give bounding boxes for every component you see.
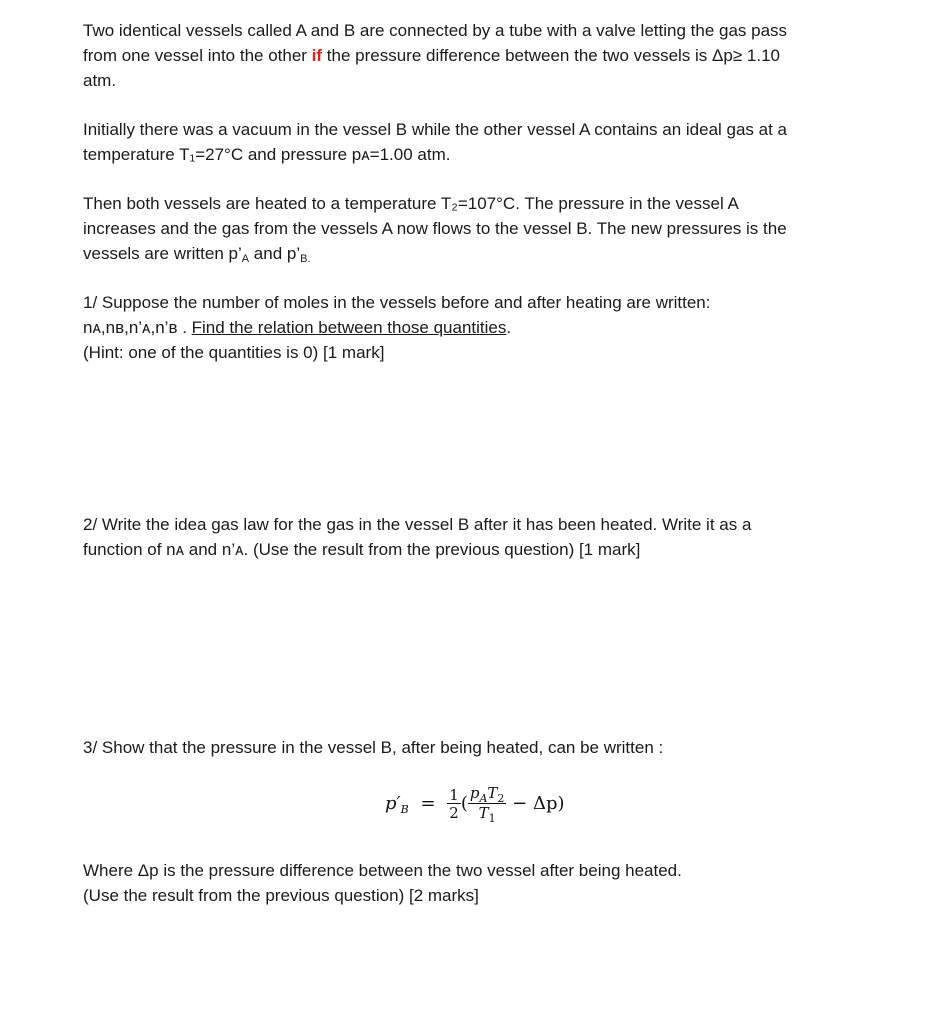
formula-lhs-sub: B — [400, 803, 409, 816]
q1-hint: (Hint: one of the quantities is 0) [1 mark] — [83, 343, 385, 362]
half-denominator: 2 — [449, 804, 459, 822]
fraction-half — [447, 787, 461, 821]
initial-conditions-paragraph — [83, 117, 863, 167]
subscript-a: A — [241, 253, 250, 265]
num-t: T — [487, 784, 498, 802]
num-t-sub: 2 — [497, 792, 505, 805]
intro-paragraph — [83, 18, 863, 93]
intro-line-3: atm. — [83, 71, 117, 90]
half-numerator: 1 — [449, 786, 459, 804]
intro-line-2-start: from one vessel into the other — [83, 46, 312, 65]
q2-line-2: function of nᴀ and n’ᴀ. (Use the result from the previous question) [1 mark] — [83, 540, 641, 559]
num-p-sub: A — [479, 792, 488, 805]
pressure-formula — [385, 785, 565, 823]
q3-where-line-1: Where Δp is the pressure difference between the two vessel after being heated. — [83, 861, 682, 880]
question-3 — [83, 735, 863, 760]
den-t-sub: 1 — [488, 812, 496, 825]
q1-task-underlined: Find the relation between those quantities — [191, 318, 507, 337]
formula-lhs: p′ — [385, 793, 401, 814]
heating-paragraph — [83, 191, 863, 269]
den-t: T — [478, 804, 489, 822]
q3-where-line-2: (Use the result from the previous question) [2 marks] — [83, 886, 479, 905]
if-highlight: if — [311, 46, 323, 65]
formula-equals: = — [420, 793, 436, 814]
heating-line-2: increases and the gas from the vessels A now flows to the vessel B. The new pressures is the — [83, 219, 787, 238]
heating-line-3: vessels are written p’ — [83, 244, 242, 263]
question-3-notes — [83, 858, 863, 908]
heating-line-3-mid: and p’ — [249, 244, 301, 263]
initial-line-1: Initially there was a vacuum in the vessel B while the other vessel A contains an ideal gas at a — [83, 120, 788, 139]
formula-open-paren: ( — [460, 793, 468, 814]
initial-line-2: temperature T₁=27°C and pressure pᴀ=1.00 atm. — [83, 145, 451, 164]
question-2 — [83, 512, 863, 562]
formula-minus-term: − Δp) — [506, 793, 565, 814]
heating-line-1: Then both vessels are heated to a temperature T₂=107°C. The pressure in the vessel A — [83, 194, 739, 213]
q1-variables: nᴀ,nʙ,n’ᴀ,n’ʙ . — [83, 318, 192, 337]
question-1 — [83, 290, 863, 365]
q3-line-1: 3/ Show that the pressure in the vessel B, after being heated, can be written : — [83, 738, 664, 757]
subscript-b: B. — [300, 253, 311, 265]
q1-line-1: 1/ Suppose the number of moles in the vessels before and after heating are written: — [83, 293, 711, 312]
q2-line-1: 2/ Write the idea gas law for the gas in the vessel B after it has been heated. Write it as a — [83, 515, 752, 534]
pt-numerator — [468, 785, 507, 803]
num-p: p — [469, 784, 480, 802]
intro-line-2-end: the pressure difference between the two vessels is Δp≥ 1.10 — [322, 46, 780, 65]
pt-denominator — [468, 803, 507, 823]
intro-line-1: Two identical vessels called A and B are connected by a tube with a valve letting the gas pass — [83, 21, 788, 40]
q1-period: . — [506, 318, 512, 337]
fraction-pt — [468, 785, 507, 823]
